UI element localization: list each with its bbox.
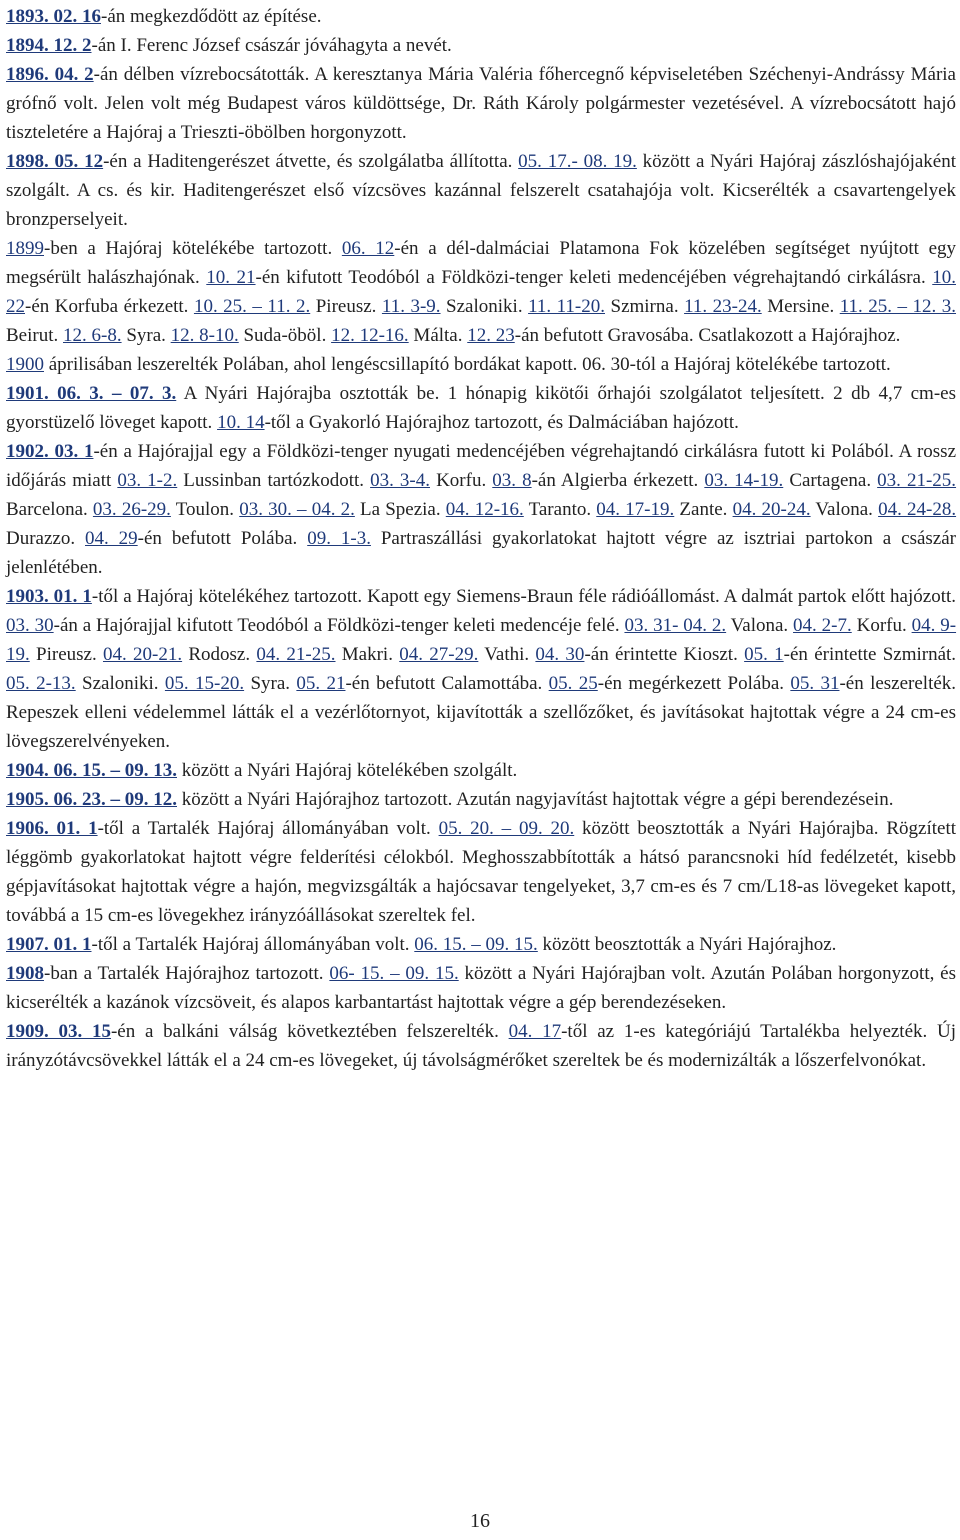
paragraph-text: Málta.	[408, 325, 468, 346]
date-reference: 12. 12-16.	[331, 325, 409, 346]
date-reference: 09. 1-3.	[307, 528, 371, 549]
date-reference: 10. 21	[206, 267, 256, 288]
document-body	[6, 2, 956, 1075]
date-reference: 05. 15-20.	[164, 673, 245, 694]
date-reference: 1894. 12. 2	[6, 35, 92, 56]
paragraph-text: Korfu.	[851, 615, 912, 636]
paragraph-text: Makri.	[335, 644, 400, 665]
paragraph-text: áprilisában leszerelték Polában, ahol lengéscsillapító bordákat kapott. 06. 30-tól a Hajóraj kötelékébe tartozott.	[44, 354, 891, 375]
paragraph-text: -én megérkezett Polába.	[597, 673, 791, 694]
paragraph	[6, 814, 956, 930]
date-reference: 1907. 01. 1	[6, 934, 92, 955]
paragraph	[6, 1017, 956, 1075]
paragraph	[6, 147, 956, 234]
date-reference: 10. 22	[6, 267, 956, 317]
date-reference: 1893. 02. 16	[6, 6, 101, 27]
date-reference: 1899	[6, 238, 44, 259]
date-reference: 1898. 05. 12	[6, 151, 104, 172]
paragraph-text: Barcelona.	[6, 499, 93, 520]
date-reference: 05. 2-13.	[6, 673, 76, 694]
paragraph-text: -ban a Tartalék Hajórajhoz tartozott.	[44, 963, 330, 984]
date-reference: 1900	[6, 354, 44, 375]
date-reference: 03. 21-25.	[877, 470, 957, 491]
paragraph-text: Rodosz.	[182, 644, 257, 665]
paragraph-text: -án Algierba érkezett.	[531, 470, 705, 491]
date-reference: 05. 31	[790, 673, 840, 694]
paragraph	[6, 350, 956, 379]
paragraph-text: között a Nyári Hajóraj kötelékében szolgált.	[177, 760, 518, 781]
paragraph-text: Valona.	[726, 615, 794, 636]
date-reference: 03. 31- 04. 2.	[624, 615, 727, 636]
paragraph	[6, 379, 956, 437]
date-reference: 06. 12	[341, 238, 395, 259]
paragraph	[6, 31, 956, 60]
date-reference: 1909. 03. 15	[6, 1021, 111, 1042]
paragraph-text: -én befutott Calamottába.	[345, 673, 549, 694]
paragraph-text: -ben a Hajóraj kötelékébe tartozott.	[44, 238, 342, 259]
paragraph-text: -án megkezdődött az építése.	[101, 6, 322, 27]
paragraph-text: -én kifutott Teodóból a Földközi-tenger keleti medencéjében végrehajtandó cirkálásra.	[255, 267, 933, 288]
paragraph-text: -én a Haditengerészet átvette, és szolgálatba állította.	[103, 151, 519, 172]
paragraph-text: -én a dél-dalmáciai Platamona Fok közelében segítséget nyújtott egy megsérült halászhajónak.	[6, 238, 956, 288]
date-reference: 12. 6-8.	[63, 325, 122, 346]
paragraph-text: -én a balkáni válság következtében felszerelték.	[110, 1021, 509, 1042]
paragraph-text: La Spezia.	[354, 499, 446, 520]
date-reference: 10. 25. – 11. 2.	[193, 296, 311, 317]
date-reference: 12. 8-10.	[170, 325, 239, 346]
paragraph-text: Pireusz.	[29, 644, 103, 665]
date-reference: 04. 2-7.	[793, 615, 852, 636]
date-reference: 04. 24-28.	[878, 499, 957, 520]
paragraph-text: Cartagena.	[783, 470, 878, 491]
paragraph	[6, 930, 956, 959]
paragraph-text: -től a Tartalék Hajóraj állományában volt.	[97, 818, 439, 839]
date-reference: 05. 1	[744, 644, 784, 665]
paragraph	[6, 234, 956, 350]
paragraph	[6, 2, 956, 31]
date-reference: 04. 20-21.	[102, 644, 183, 665]
date-reference: 11. 3-9.	[381, 296, 441, 317]
date-reference: 06. 15. – 09. 15.	[414, 934, 538, 955]
paragraph-text: között a Nyári Hajórajhoz tartozott. Azután nagyjavítást hajtottak végre a gépi berendezésein.	[177, 789, 894, 810]
paragraph-text: Beirut.	[6, 325, 63, 346]
paragraph-text: Vathi.	[478, 644, 536, 665]
paragraph-text: Syra.	[244, 673, 297, 694]
paragraph-text: Syra.	[121, 325, 171, 346]
date-reference: 1896. 04. 2	[6, 64, 94, 85]
date-reference: 05. 21	[296, 673, 346, 694]
date-reference: 05. 20. – 09. 20.	[438, 818, 575, 839]
date-reference: 03. 30	[6, 615, 54, 636]
paragraph-text: között beosztották a Nyári Hajórajhoz.	[537, 934, 837, 955]
paragraph-text: -án délben vízrebocsátották. A keresztanya Mária Valéria főhercegnő képviseletében Széchenyi-Andrássy Mária grófnő volt. Jelen volt még Budapest város küldöttsége, Dr. Ráth Károly polgármester vezetésével. A vízrebocsátott hajó tiszteletére a Hajóraj a Trieszti-öbölben horgonyzott.	[6, 64, 956, 143]
date-reference: 05. 25	[548, 673, 598, 694]
date-reference: 1901. 06. 3. – 07. 3.	[6, 383, 177, 404]
date-reference: 1902. 03. 1	[6, 441, 94, 462]
paragraph-text: -én érintette Szmirnát.	[783, 644, 957, 665]
paragraph-text: Szaloniki.	[440, 296, 529, 317]
date-reference: 1904. 06. 15. – 09. 13.	[6, 760, 177, 781]
paragraph-text: -án a Hajórajjal kifutott Teodóból a Földközi-tenger keleti medencéje felé.	[53, 615, 625, 636]
date-reference: 06- 15. – 09. 15.	[329, 963, 459, 984]
date-reference: 11. 25. – 12. 3.	[839, 296, 957, 317]
date-reference: 04. 29	[85, 528, 138, 549]
paragraph-text: Mersine.	[761, 296, 840, 317]
date-reference: 04. 30	[535, 644, 585, 665]
paragraph-text: -én befutott Polába.	[137, 528, 308, 549]
paragraph-text: Durazzo.	[6, 528, 86, 549]
paragraph-text: -án érintette Kioszt.	[584, 644, 745, 665]
date-reference: 03. 8	[492, 470, 532, 491]
paragraph	[6, 582, 956, 756]
page-number: 16	[470, 1510, 490, 1532]
paragraph-text: Szmirna.	[605, 296, 685, 317]
date-reference: 05. 17.- 08. 19.	[518, 151, 637, 172]
date-reference: 04. 27-29.	[399, 644, 479, 665]
paragraph-text: Zante.	[674, 499, 733, 520]
date-reference: 03. 3-4.	[370, 470, 430, 491]
paragraph-text: A Nyári Hajórajba osztották be. 1 hónapig kikötői őrhajói szolgálatot teljesített. 2 db 4,7 cm-es gyorstüzelő löveget kapott.	[6, 383, 956, 433]
paragraph-text: Korfu.	[430, 470, 493, 491]
paragraph-text: Szaloniki.	[75, 673, 165, 694]
paragraph	[6, 756, 956, 785]
date-reference: 04. 17	[508, 1021, 562, 1042]
paragraph	[6, 60, 956, 147]
date-reference: 03. 1-2.	[117, 470, 178, 491]
date-reference: 03. 26-29.	[92, 499, 171, 520]
paragraph-text: -án befutott Gravosába. Csatlakozott a Hajórajhoz.	[514, 325, 901, 346]
date-reference: 04. 12-16.	[445, 499, 524, 520]
paragraph	[6, 959, 956, 1017]
date-reference: 12. 23	[467, 325, 515, 346]
paragraph	[6, 437, 956, 582]
date-reference: 04. 21-25.	[256, 644, 336, 665]
paragraph-text: -től a Hajóraj kötelékéhez tartozott. Kapott egy Siemens-Braun féle rádióállomást. A dalmát partok előtt hajózott.	[91, 586, 957, 607]
paragraph-text: -én leszerelték. Repeszek elleni védelemmel látták el a vezérlőtornyot, kijavították a szellőzőket, és javításokat hajtottak végre a 24 cm-es lövegszerelvényeken.	[6, 673, 957, 752]
date-reference: 1905. 06. 23. – 09. 12.	[6, 789, 177, 810]
paragraph-text: -től a Gyakorló Hajórajhoz tartozott, és Dalmáciában hajózott.	[264, 412, 739, 433]
paragraph-text: Lussinban tartózkodott.	[177, 470, 371, 491]
date-reference: 03. 14-19.	[704, 470, 784, 491]
paragraph-text: között a Nyári Hajóraj zászlóshajójaként szolgált. A cs. és kir. Haditengerészet első vízcsöves kazánnal felszerelt csatahajója volt. Kicserélték a csavartengelyek bronzperselyeit.	[6, 151, 956, 230]
date-reference: 11. 11-20.	[528, 296, 605, 317]
paragraph-text: Taranto.	[523, 499, 597, 520]
date-reference: 04. 9-19.	[6, 615, 957, 665]
date-reference: 1903. 01. 1	[6, 586, 92, 607]
paragraph	[6, 785, 956, 814]
paragraph-text: Valona.	[810, 499, 879, 520]
date-reference: 11. 23-24.	[684, 296, 762, 317]
paragraph-text: -án I. Ferenc József császár jóváhagyta a nevét.	[91, 35, 452, 56]
paragraph-text: között beosztották a Nyári Hajórajba. Rögzített léggömb gyakorlatokat hajtott végre felderítési célokból. Meghosszabbították a hátsó parancsnoki híd fedélzetét, kisebb gépjavításokat hajtottak végre a hajón, megvizsgálták a hajócsavar tengelyeket, 3,7 cm-es és 7 cm/L18-as lövegeket kapott, továbbá a 15 cm-es lövegekhez irányzóállásokat szereltek fel.	[6, 818, 956, 926]
paragraph-text: Pireusz.	[310, 296, 382, 317]
paragraph-text: -én a Hajórajjal egy a Földközi-tenger nyugati medencéjében végrehajtandó cirkálásra futott ki Polából. A rossz időjárás miatt	[6, 441, 957, 491]
paragraph-text: -én Korfuba érkezett.	[25, 296, 194, 317]
paragraph-text: -től a Tartalék Hajóraj állományában volt.	[91, 934, 415, 955]
paragraph-text: -től az 1-es kategóriájú Tartalékba helyezték. Új irányzótávcsövekkel látták el a 24 cm-es lövegeket, új távolságmérőket szereltek be és modernizálták a lőszerfelvonókat.	[6, 1021, 957, 1071]
paragraph-text: Suda-öböl.	[238, 325, 332, 346]
date-reference: 03. 30. – 04. 2.	[239, 499, 355, 520]
paragraph-text: Partraszállási gyakorlatokat hajtott végre az isztriai partokon a császár jelenlétében.	[6, 528, 956, 578]
date-reference: 04. 17-19.	[596, 499, 675, 520]
date-reference: 04. 20-24.	[732, 499, 811, 520]
paragraph-text: között a Nyári Hajórajban volt. Azután Polában horgonyzott, és kicserélték a kazánok vízcsöveit, és alapos karbantartást hajtottak végre a gép berendezéseken.	[6, 963, 957, 1013]
paragraph-text: Toulon.	[170, 499, 240, 520]
date-reference: 1908	[6, 963, 44, 984]
date-reference: 1906. 01. 1	[6, 818, 98, 839]
date-reference: 10. 14	[217, 412, 265, 433]
